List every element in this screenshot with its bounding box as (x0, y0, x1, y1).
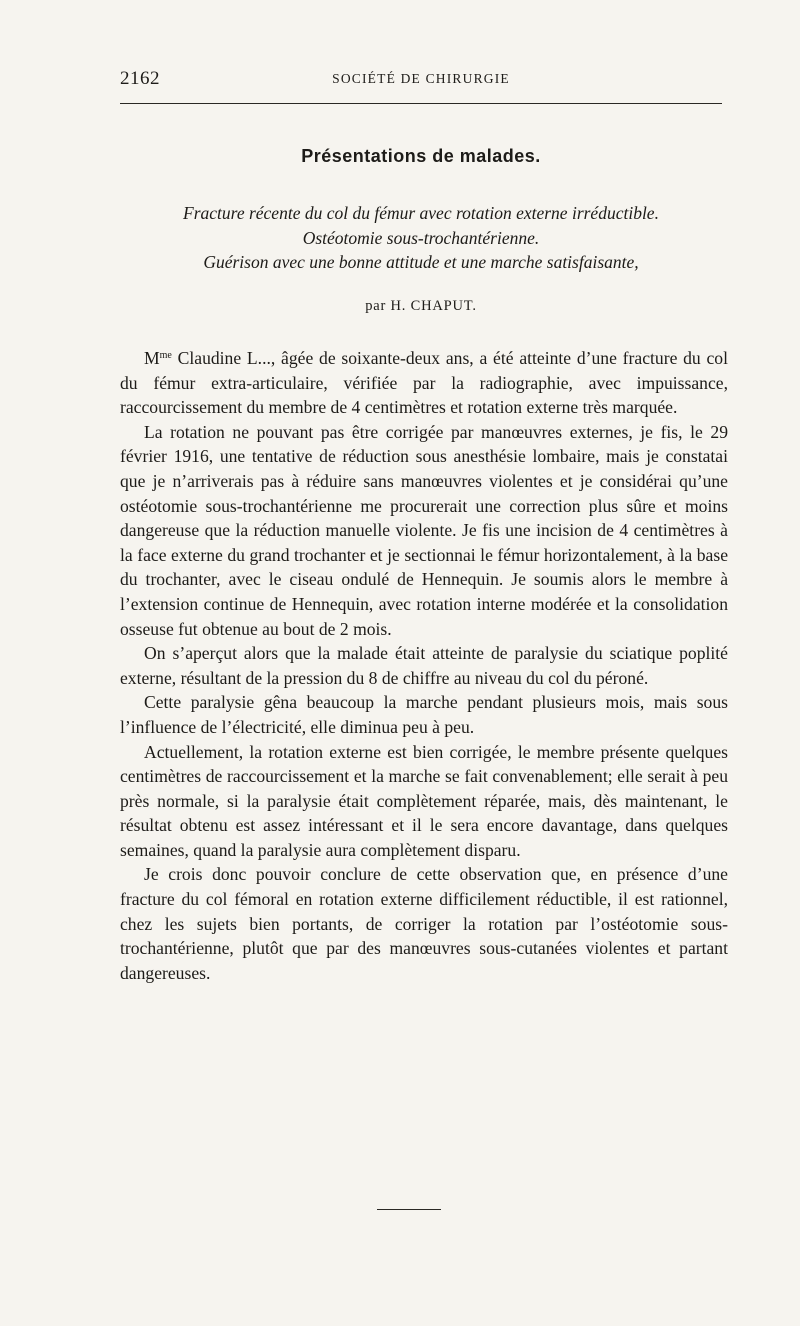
paragraph-6: Je crois donc pouvoir conclure de cette observation que, en présence d’une fracture du col fémoral en rotation externe difficilement réductible, il est rationnel, chez les sujets bien portants, de corriger la rotation par l’ostéotomie sous-trochantérienne, plutôt que par des manœuvres sous-cutanées violentes et partant dangereuses. (120, 864, 728, 983)
paragraph-1-text: Claudine L..., âgée de soixante-deux ans, a été atteinte d’une fracture du col du fémur extra-articulaire, vérifiée par la radiographie, avec impuissance, raccourcissement du membre de 4 centimètres et rotation externe très marquée. (120, 348, 728, 418)
running-header (120, 68, 722, 92)
paragraph-5: Actuellement, la rotation externe est bien corrigée, le membre présente quelques centimètres de raccourcissement et la marche se fait convenablement; elle serait à peu près normale, si la paralysie était complètement réparée, mais, dès maintenant, le résultat obtenu est assez intéressant et il le sera encore davantage, dans quelques semaines, quand la paralysie aura complètement disparu. (120, 741, 728, 860)
article-title-line-3: Guérison avec une bonne attitude et une marche satisfaisante, (203, 252, 639, 272)
article-body (120, 346, 728, 985)
paragraph-4: Cette paralysie gêna beaucoup la marche pendant plusieurs mois, mais sous l’influence de l’électricité, elle diminua peu à peu. (120, 692, 728, 737)
journal-name: SOCIÉTÉ DE CHIRURGIE (332, 71, 510, 86)
section-title: Présentations de malades. (301, 146, 541, 166)
article-title (110, 201, 732, 275)
page-number: 2162 (120, 68, 160, 89)
article-title-line-1: Fracture récente du col du fémur avec rotation externe irréductible. (183, 203, 659, 223)
salutation: M (144, 348, 160, 368)
header-rule (120, 103, 722, 104)
paragraph-3: On s’aperçut alors que la malade était atteinte de paralysie du sciatique poplité externe, résultant de la pression du 8 de chiffre au niveau du col du péroné. (120, 643, 728, 688)
paragraph-2: La rotation ne pouvant pas être corrigée par manœuvres externes, je fis, le 29 février 1916, une tentative de réduction sous anesthésie lombaire, mais je constatai que je n’arriverais pas à réduire sans manœuvres violentes et je considérai qu’une ostéotomie sous-trochantérienne me procurerait une correction plus sûre et moins dangereuse que la réduction manuelle violente. Je fis une incision de 4 centimètres à la face externe du grand trochanter et je sectionnai le fémur horizontalement, à la base du trochanter, avec le ciseau ondulé de Hennequin. Je soumis alors le membre à l’extension continue de Hennequin, avec rotation interne modérée et la consolidation osseuse fut obtenue au bout de 2 mois. (120, 421, 728, 639)
end-rule (377, 1209, 441, 1210)
salutation-superscript: me (159, 350, 172, 361)
article-title-line-2: Ostéotomie sous-trochantérienne. (302, 227, 540, 248)
paragraph-1 (120, 346, 728, 420)
article-author: par H. CHAPUT. (365, 298, 477, 314)
